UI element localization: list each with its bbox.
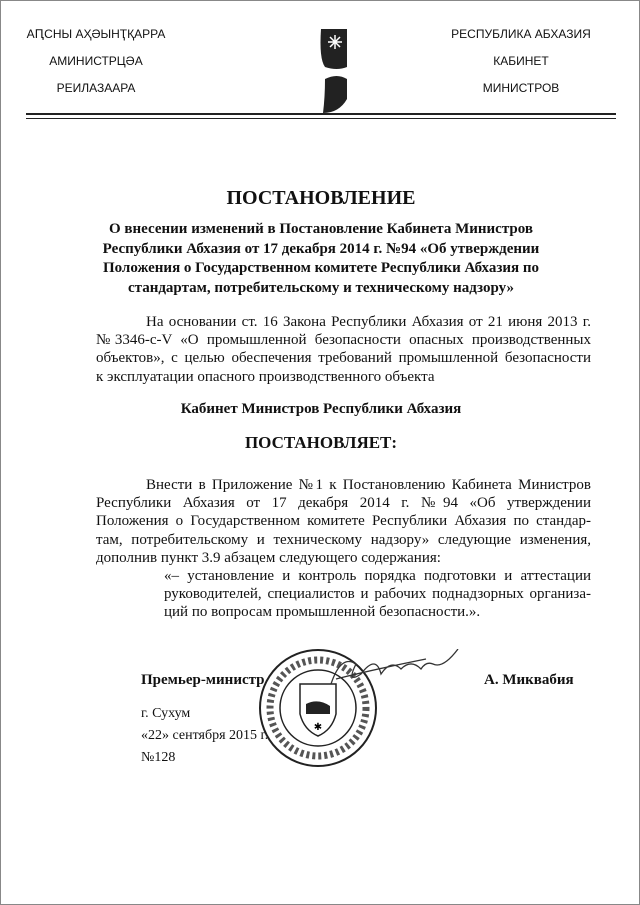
paragraph-line: На основании ст. 16 Закона Республики Абхазия от 21 июня 2013 г. [146, 314, 591, 330]
header-left-line: АМИНИСТРЦӘА [49, 54, 143, 68]
document-subtitle [61, 220, 581, 298]
header-left-line: РЕИЛАЗААРА [56, 81, 136, 95]
subtitle-line: стандартам, потребительскому и техническому надзору» [127, 279, 514, 296]
operative-paragraph [96, 476, 591, 567]
paragraph-line: к эксплуатации опасного производственного объекта [96, 368, 435, 385]
paragraph-line: там, потребительскому и техническому надзору» следующие изменения, [96, 531, 591, 548]
header-divider [26, 113, 616, 115]
paragraph-line: «– установление и контроль порядка подготовки и аттестации [164, 568, 591, 584]
signatory-position: Премьер-министр [141, 672, 265, 688]
paragraph-line: руководителей, специалистов и рабочих поднадзорных организа- [164, 586, 591, 603]
preamble-paragraph [96, 313, 591, 386]
paragraph-line: Республики Абхазия от 17 декабря 2014 г. №94 «Об утверждении [96, 495, 591, 512]
issuer: Кабинет Министров Республики Абхазия [180, 401, 462, 417]
signatory-name: А. Миквабия [484, 672, 574, 688]
date: «22» сентября 2015 г. [141, 728, 269, 743]
header-right [421, 27, 621, 108]
paragraph-line: объектов», с целью обеспечения требований промышленной безопасности [96, 350, 591, 367]
paragraph-line: Внести в Приложение №1 к Постановлению Кабинета Министров [146, 477, 591, 493]
header-divider [26, 118, 616, 119]
paragraph-line: ций по вопросам промышленной безопасности.». [164, 604, 481, 621]
state-emblem-icon [317, 27, 351, 115]
header-left-line: АԤСНЫ АҲӘЫНҬҚАРРА [26, 27, 166, 41]
place: г. Сухум [141, 706, 191, 721]
signature-icon [326, 649, 466, 699]
subtitle-line: Республики Абхазия от 17 декабря 2014 г. №94 «Об утверждении [102, 240, 540, 257]
header-right-line: КАБИНЕТ [493, 54, 549, 68]
subtitle-line: Положения о Государственном комитете Республики Абхазия по [102, 260, 540, 276]
subtitle-line: О внесении изменений в Постановление Кабинета Министров [109, 221, 533, 237]
paragraph-line: №3346-с-V «О промышленной безопасности опасных производственных [96, 332, 591, 349]
paragraph-line: дополнив пункт 3.9 абзацем следующего содержания: [96, 549, 441, 566]
paragraph-line: Положения о Государственном комитете Республики Абхазия по стандар- [96, 513, 591, 530]
svg-text:✱: ✱ [313, 722, 323, 733]
header-left [0, 27, 196, 108]
document-number: №128 [141, 750, 176, 765]
document-title: ПОСТАНОВЛЕНИЕ [226, 187, 416, 209]
quoted-amendment [164, 567, 591, 622]
header-right-line: МИНИСТРОВ [482, 81, 560, 95]
decree-heading: ПОСТАНОВЛЯЕТ: [244, 433, 398, 452]
header-right-line: РЕСПУБЛИКА АБХАЗИЯ [451, 27, 591, 41]
